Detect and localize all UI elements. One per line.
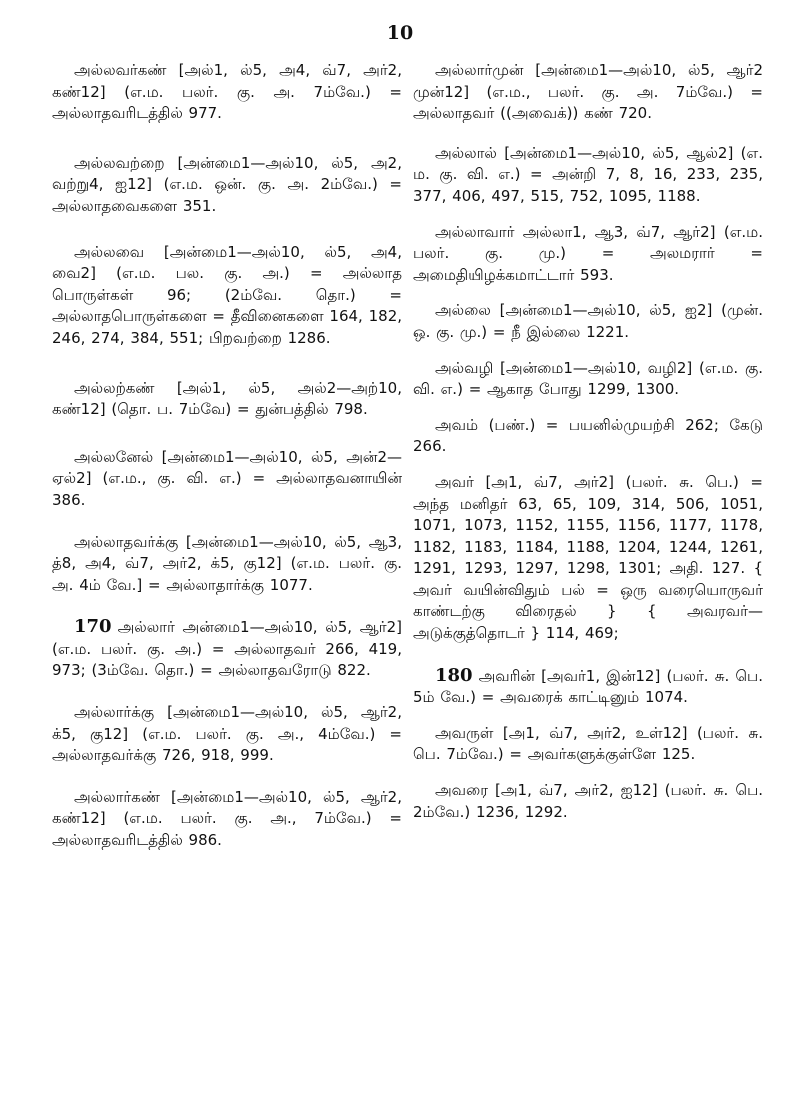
dictionary-entry xyxy=(413,415,763,458)
entry-text: அல்லார் அன்மை1—அல்10, ல்5, ஆர்2] (எ.ம. பலர். கு. அ.) = அல்லாதவர் 266, 419, 973; (3ம்வே. தொ.) = அல்லாதவரோடு 822. xyxy=(52,618,402,680)
dictionary-entry xyxy=(413,222,763,287)
right-column xyxy=(413,60,763,823)
entry-text: அல்லாதவர்க்கு [அன்மை1—அல்10, ல்5, ஆ3, த்8, அ4, வ்7, அர்2, க்5, கு12] (எ.ம. பலர். கு. அ. 4ம் வே.] = அல்லாதார்க்கு 1077. xyxy=(52,532,402,594)
entry-text: அல்லார்முன் [அன்மை1—அல்10, ல்5, ஆர்2 முன்12] (எ.ம., பலர். கு. அ. 7ம்வே.) = அல்லாதவர் ((அவைக்)) கண் 720. xyxy=(413,61,763,123)
dictionary-entry xyxy=(52,616,402,682)
dictionary-entry xyxy=(413,60,763,125)
dictionary-entry xyxy=(52,242,402,350)
entry-text: அல்வழி [அன்மை1—அல்10, வழி2] (எ.ம. கு. வி. எ.) = ஆகாத போது 1299, 1300. xyxy=(413,358,763,399)
dictionary-entry xyxy=(413,723,763,766)
dictionary-entry xyxy=(52,532,402,597)
left-column xyxy=(52,60,402,852)
dictionary-entry xyxy=(413,143,763,208)
entry-text: அல்லற்கண் [அல்1, ல்5, அல்2—அற்10, கண்12] (தொ. ப. 7ம்வே) = துன்பத்தில் 798. xyxy=(52,378,402,419)
entry-text: அவர் [அ1, வ்7, அர்2] (பலர். சு. பெ.) = அந்த மனிதர் 63, 65, 109, 314, 506, 1051, 1071, 1073, 1152, 1155, 1156, 1177, 1178, 1182, 1183, 1184, 1188, 1204, 1244, 1261, 1291, 1293, 1297, 1298, 1301; அதி. 127. { அவர் வயின்விதும் பல் = ஒரு வரையொருவர் காண்டற்கு விரைதல் } { அவரவர்—அடுக்குத்தொடர் } 114, 469; xyxy=(413,472,763,643)
entry-text: அல்லாவார் அல்லா1, ஆ3, வ்7, ஆர்2] (எ.ம. பலர். கு. மு.) = அலமரார் = அமைதியிழக்கமாட்டார் 593. xyxy=(413,222,763,284)
entry-number: 170 xyxy=(74,616,112,638)
dictionary-entry xyxy=(413,665,763,709)
entry-text: அல்லார்கண் [அன்மை1—அல்10, ல்5, ஆர்2, கண்12] (எ.ம. பலர். கு. அ., 7ம்வே.) = அல்லாதவரிடத்தில் 986. xyxy=(52,787,402,850)
entry-text: அல்லவற்றை [அன்மை1—அல்10, ல்5, அ2, வற்று4, ஐ12] (எ.ம. ஒன். கு. அ. 2ம்வே.) = அல்லாதவைகளை 351. xyxy=(52,153,402,215)
dictionary-entry xyxy=(52,702,402,767)
entry-text: அவருள் [அ1, வ்7, அர்2, உள்12] (பலர். சு. பெ. 7ம்வே.) = அவர்களுக்குள்ளே 125. xyxy=(413,723,763,764)
dictionary-entry xyxy=(413,300,763,343)
entry-text: அல்லனேல் [அன்மை1—அல்10, ல்5, அன்2—ஏல்2] (எ.ம., கு. வி. எ.) = அல்லாதவனாயின் 386. xyxy=(52,447,402,509)
dictionary-entry xyxy=(413,780,763,823)
entry-number: 180 xyxy=(435,664,473,686)
entry-text: அவம் (பண்.) = பயனில்முயற்சி 262; கேடு 266. xyxy=(413,415,763,456)
entry-text: அல்லால் [அன்மை1—அல்10, ல்5, ஆல்2] (எ. ம. கு. வி. எ.) = அன்றி 7, 8, 16, 233, 235, 377, 406, 497, 515, 752, 1095, 1188. xyxy=(413,143,763,205)
entry-text: அல்லை [அன்மை1—அல்10, ல்5, ஐ2] (முன். ஒ. கு. மு.) = நீ இல்லை 1221. xyxy=(413,301,763,341)
dictionary-entry xyxy=(52,153,402,218)
dictionary-entry xyxy=(413,358,763,401)
entry-text: அல்லவர்கண் [அல்1, ல்5, அ4, வ்7, அர்2, கண்12] (எ.ம. பலர். கு. அ. 7ம்வே.) = அல்லாதவரிடத்தில் 977. xyxy=(52,61,402,123)
dictionary-entry xyxy=(52,378,402,421)
entry-text: அல்லவை [அன்மை1—அல்10, ல்5, அ4, வை2] (எ.ம. பல. கு. அ.) = அல்லாத பொருள்கள் 96; (2ம்வே. தொ.) = அல்லாதபொருள்களை = தீவினைகளை 164, 182, 246, 274, 384, 551; பிறவற்றை 1286. xyxy=(52,242,402,347)
dictionary-entry xyxy=(52,60,402,125)
entry-text: அவரின் [அவர்1, இன்12] (பலர். சு. பெ. 5ம் வே.) = அவரைக் காட்டினும் 1074. xyxy=(413,666,763,707)
dictionary-entry xyxy=(52,787,402,852)
dictionary-entry xyxy=(413,472,763,645)
page-number: 10 xyxy=(386,22,414,44)
entry-text: அல்லார்க்கு [அன்மை1—அல்10, ல்5, ஆர்2, க்5, கு12] (எ.ம. பலர். கு. அ., 4ம்வே.) = அல்லாதவர்க்கு 726, 918, 999. xyxy=(52,703,402,765)
dictionary-entry xyxy=(52,447,402,512)
entry-text: அவரை [அ1, வ்7, அர்2, ஐ12] (பலர். சு. பெ. 2ம்வே.) 1236, 1292. xyxy=(413,781,763,821)
